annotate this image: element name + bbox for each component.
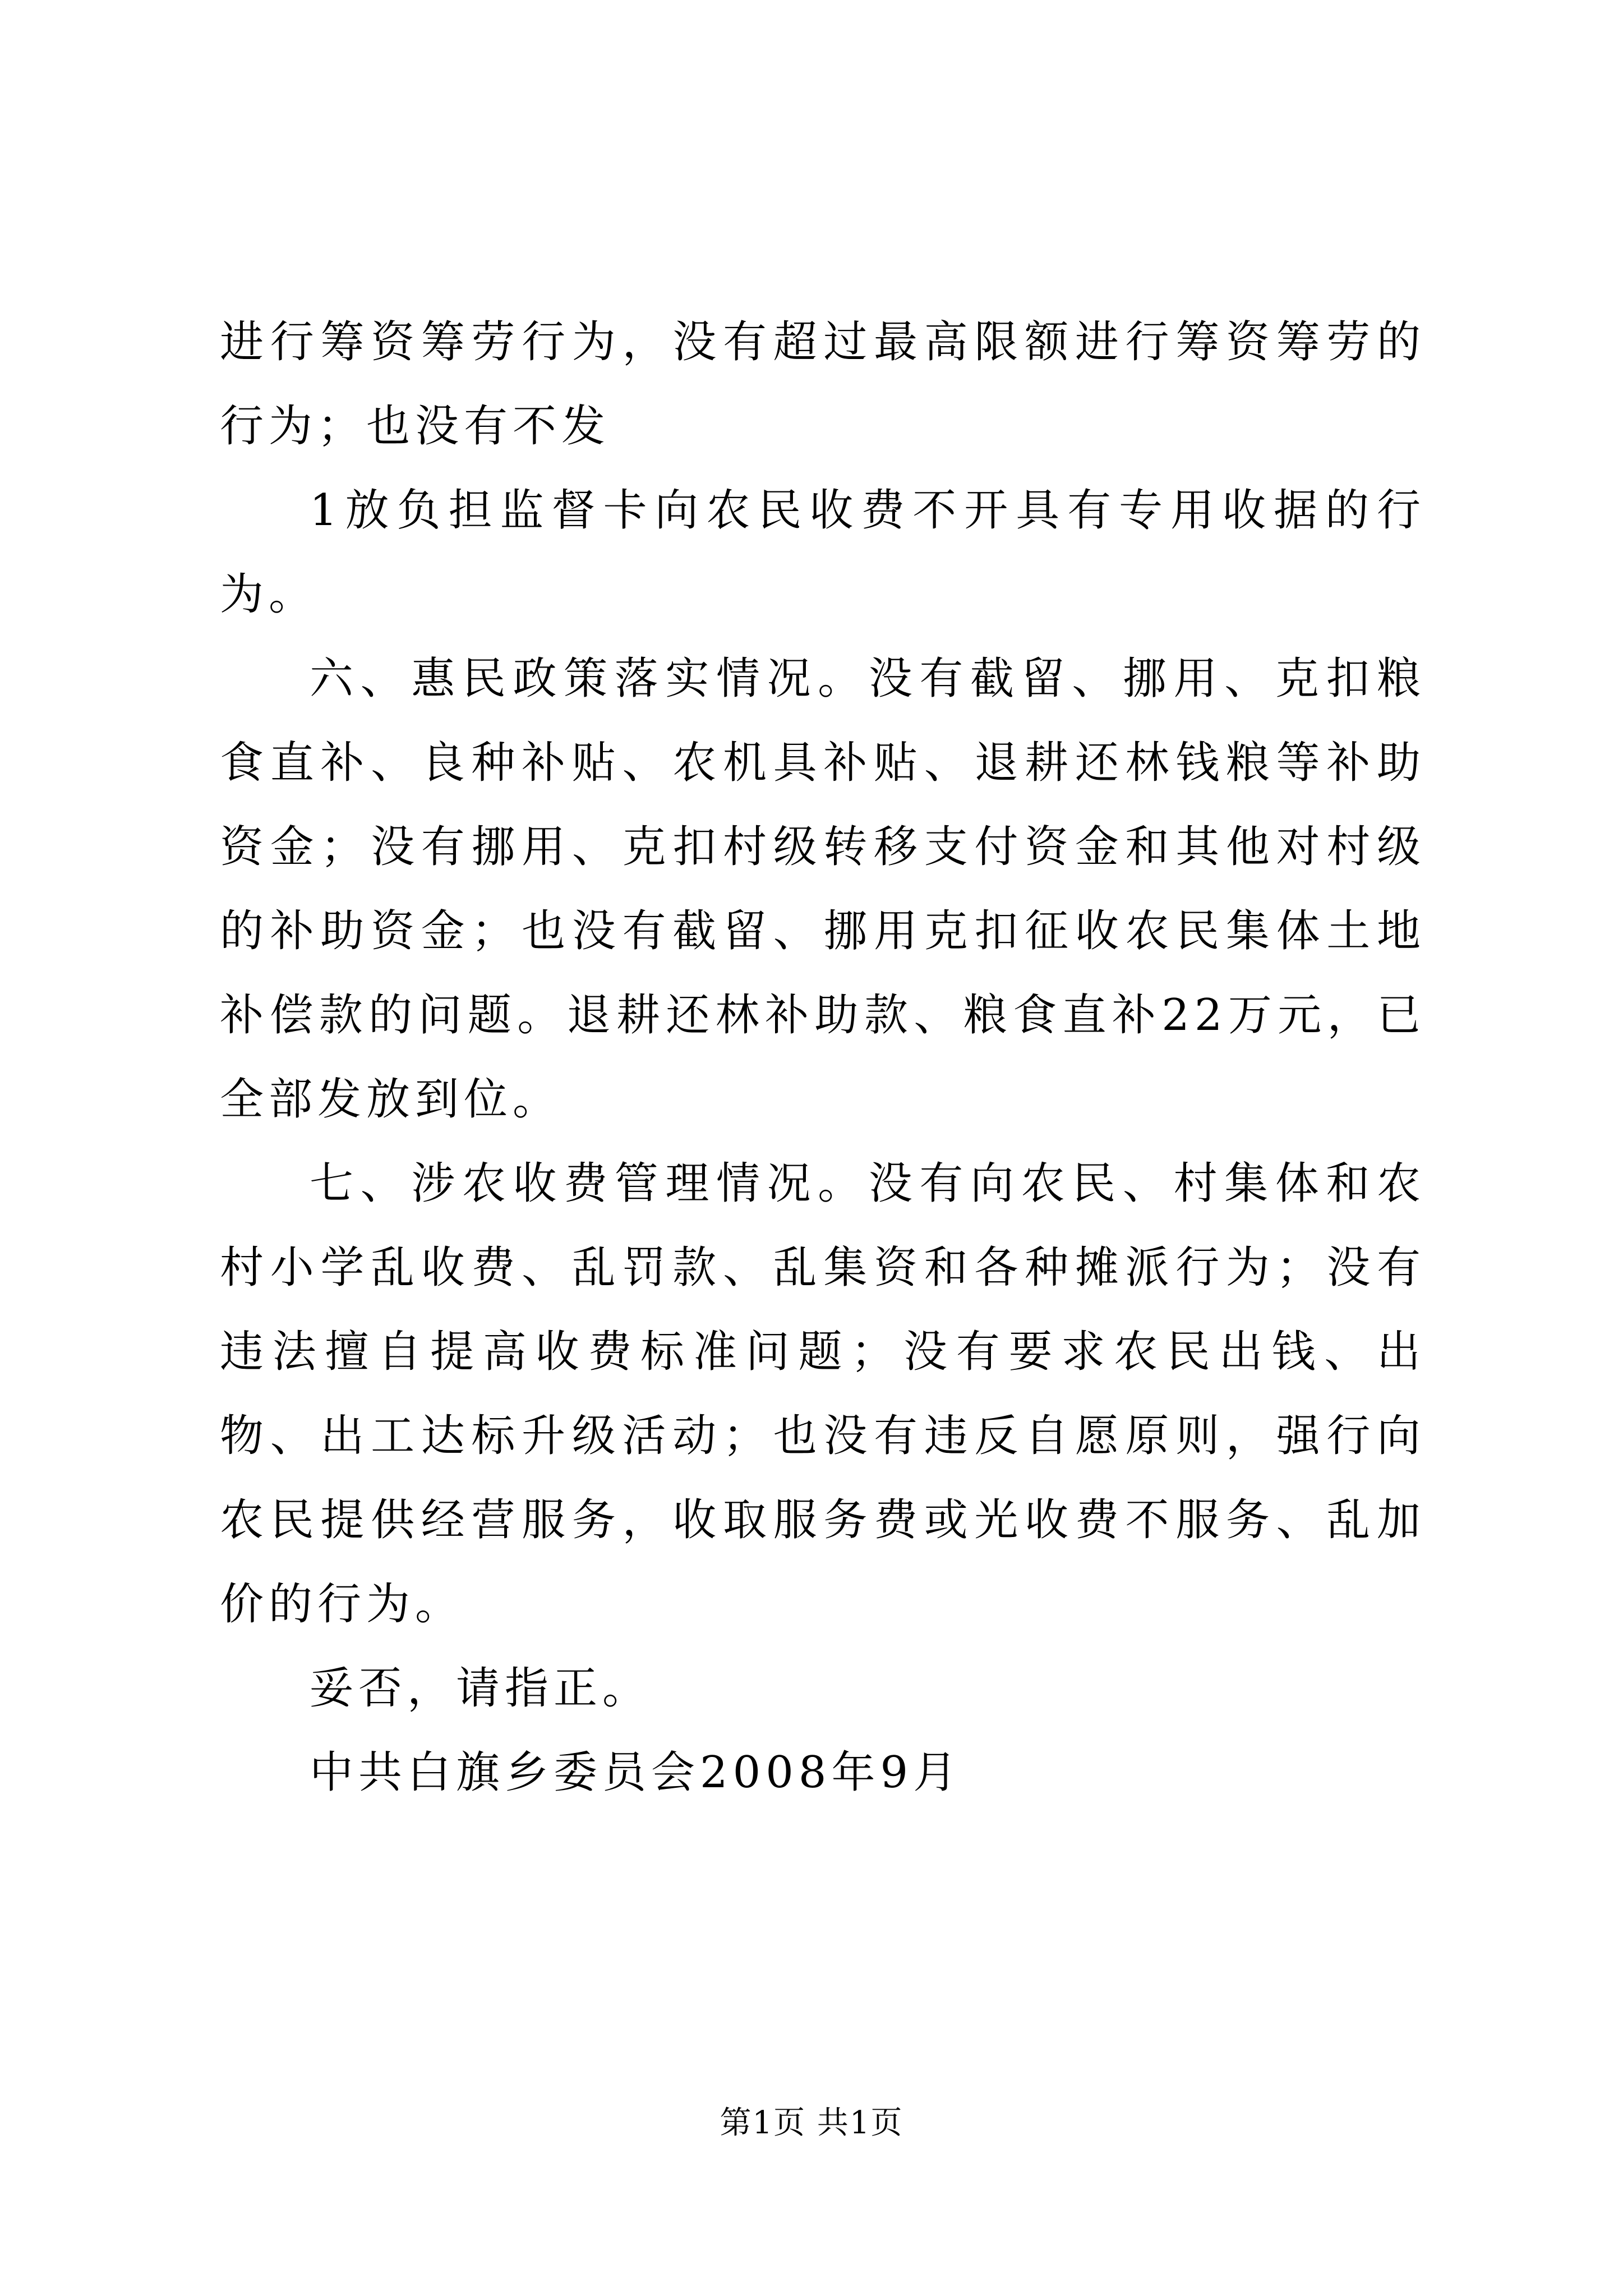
paragraph-section-six: 六、惠民政策落实情况。没有截留、挪用、克扣粮食直补、良种补贴、农机具补贴、退耕还林钱粮等补助资金；没有挪用、克扣村级转移支付资金和其他对村级的补助资金；也没有截留、挪用克扣征收农民集体土地补偿款的问题。退耕还林补助款、粮食直补22万元，已全部发放到位。	[220, 654, 1426, 1125]
paragraph-receipt-note: 1放负担监督卡向农民收费不开具有专用收据的行为。	[220, 485, 1426, 620]
paragraph-continuation: 进行筹资筹劳行为，没有超过最高限额进行筹资筹劳的行为；也没有不发	[220, 317, 1426, 452]
paragraph-section-seven: 七、涉农收费管理情况。没有向农民、村集体和农村小学乱收费、乱罚款、乱集资和各种摊派行为；没有违法擅自提高收费标准问题；没有要求农民出钱、出物、出工达标升级活动；也没有违反自愿原则，强行向农民提供经营服务，收取服务费或光收费不服务、乱加价的行为。	[220, 1158, 1426, 1630]
paragraph-signature-date: 中共白旗乡委员会2008年9月	[310, 1747, 962, 1798]
page-number-footer: 第1页 共1页	[720, 2105, 903, 2141]
paragraph-closing-request: 妥否，请指正。	[310, 1663, 652, 1714]
document-body	[220, 300, 1426, 1815]
